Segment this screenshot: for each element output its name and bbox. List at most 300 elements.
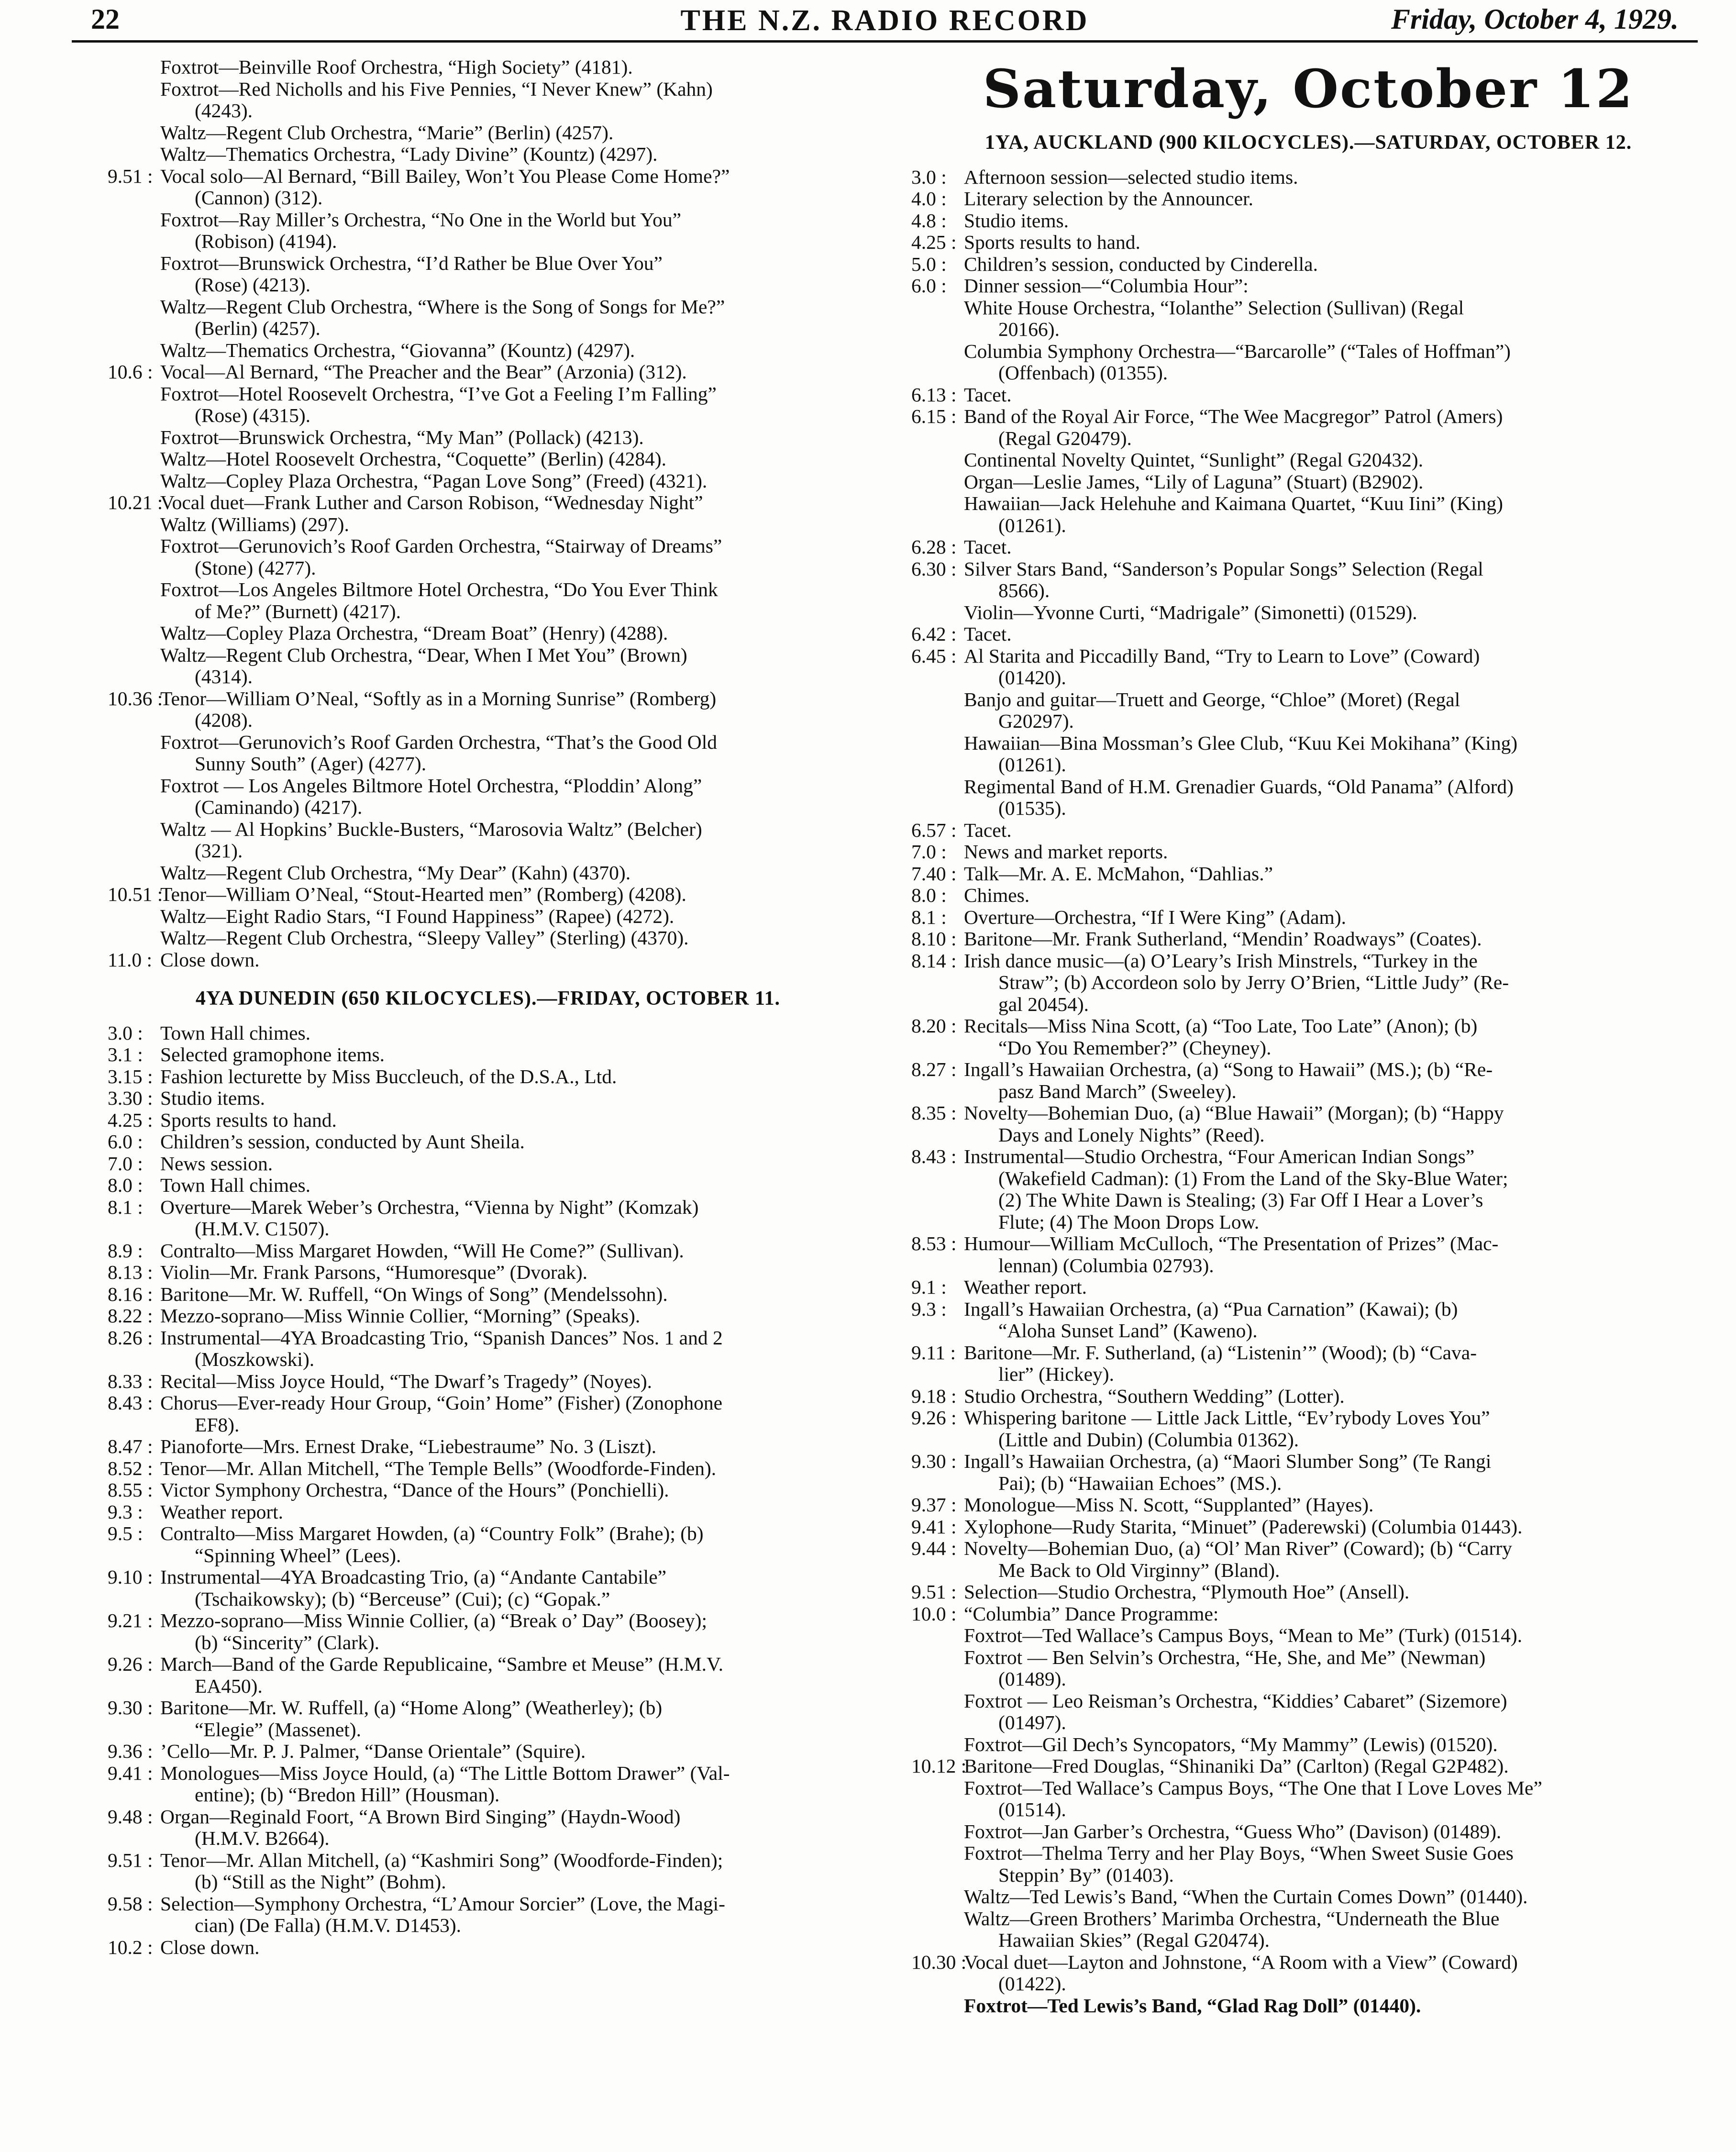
program-line: News and market reports. — [964, 841, 1168, 863]
program-line: Victor Symphony Orchestra, “Dance of the Hours” (Ponchielli). — [160, 1479, 669, 1501]
program-line: Flute; (4) The Moon Drops Low. — [998, 1210, 1260, 1233]
program-entry — [911, 406, 1705, 536]
program-line: (01261). — [998, 514, 1066, 536]
program-entry — [911, 232, 1705, 254]
program-time: 8.55 : — [108, 1479, 153, 1501]
program-time: 6.15 : — [911, 405, 957, 427]
program-line: Chimes. — [964, 884, 1030, 906]
program-line: Foxtrot—Beinville Roof Orchestra, “High Society” (4181). — [160, 56, 633, 78]
program-entry — [911, 536, 1705, 558]
program-line: Selection—Symphony Orchestra, “L’Amour Sorcier” (Love, the Magi- — [160, 1892, 725, 1915]
program-line: Whispering baritone — Little Jack Little, “Ev’rybody Loves You” — [964, 1407, 1490, 1429]
program-line: Foxtrot—Gil Dech’s Syncopators, “My Mammy” (Lewis) (01520). — [964, 1733, 1498, 1755]
program-entry — [911, 885, 1705, 907]
program-entry — [911, 1059, 1705, 1102]
program-line: Chorus—Ever-ready Hour Group, “Goin’ Home” (Fisher) (Zonophone — [160, 1392, 723, 1414]
program-line: Waltz (Williams) (297). — [160, 513, 349, 535]
program-entry — [911, 1146, 1705, 1233]
program-line: Hawaiian—Jack Helehuhe and Kaimana Quartet, “Kuu Iini” (King) — [964, 492, 1503, 514]
program-line: (Caminando) (4217). — [195, 796, 363, 818]
program-time: 9.51 : — [911, 1581, 957, 1603]
program-time: 8.9 : — [108, 1239, 143, 1262]
program-time: 8.43 : — [108, 1392, 153, 1414]
program-line: (01535). — [998, 797, 1066, 819]
program-line: Waltz—Thematics Orchestra, “Giovanna” (Kountz) (4297). — [160, 339, 635, 361]
program-line: Vocal—Al Bernard, “The Preacher and the Bear” (Arzonia) (312). — [160, 361, 687, 383]
1ya-program-items — [911, 166, 1705, 2017]
program-time: 9.1 : — [911, 1276, 947, 1298]
program-line: Foxtrot — Ben Selvin’s Orchestra, “He, She, and Me” (Newman) — [964, 1646, 1486, 1668]
program-line: (01514). — [998, 1798, 1066, 1820]
program-line: Regimental Band of H.M. Grenadier Guards, “Old Panama” (Alford) — [964, 775, 1514, 798]
program-line: Tenor—Mr. Allan Mitchell, (a) “Kashmiri Song” (Woodforde-Finden); — [160, 1849, 723, 1871]
program-entry — [108, 1066, 868, 1088]
program-line: “Spinning Wheel” (Lees). — [195, 1544, 401, 1566]
program-time: 10.30 : — [911, 1951, 967, 1973]
program-line: Foxtrot—Ted Wallace’s Campus Boys, “The One that I Love Loves Me” — [964, 1776, 1542, 1799]
publication-title: THE N.Z. RADIO RECORD — [680, 4, 1089, 37]
program-time: 9.51 : — [108, 1849, 153, 1871]
program-entry — [108, 361, 868, 492]
program-entry — [108, 1501, 868, 1523]
program-time: 8.10 : — [911, 928, 957, 950]
program-line: Tacet. — [964, 383, 1012, 406]
program-time: 3.0 : — [911, 166, 947, 188]
program-line: (01489). — [998, 1668, 1066, 1690]
program-time: 3.0 : — [108, 1021, 143, 1044]
program-line: Silver Stars Band, “Sanderson’s Popular Songs” Selection (Regal — [964, 557, 1483, 580]
program-time: 5.0 : — [911, 253, 947, 275]
program-line: Foxtrot—Jan Garber’s Orchestra, “Guess Who” (Davison) (01489). — [964, 1820, 1502, 1842]
program-entry — [911, 1494, 1705, 1516]
program-entry — [108, 1262, 868, 1284]
program-time: 10.12 : — [911, 1755, 967, 1777]
program-time: 7.0 : — [108, 1152, 143, 1175]
program-line: Instrumental—Studio Orchestra, “Four American Indian Songs” — [964, 1145, 1475, 1167]
program-entry — [108, 1175, 868, 1197]
program-time: 8.53 : — [911, 1232, 957, 1254]
program-line: (01261). — [998, 754, 1066, 776]
program-time: 8.14 : — [911, 949, 957, 972]
program-entry — [911, 1538, 1705, 1581]
program-entry — [911, 1298, 1705, 1342]
program-entry — [108, 1741, 868, 1763]
program-entry — [108, 1479, 868, 1501]
program-line: Waltz—Hotel Roosevelt Orchestra, “Coquette” (Berlin) (4284). — [160, 448, 667, 470]
program-line: Dinner session—“Columbia Hour”: — [964, 275, 1249, 297]
program-time: 8.52 : — [108, 1457, 153, 1479]
program-entry — [911, 1451, 1705, 1494]
program-time: 10.36 : — [108, 687, 163, 710]
program-entry — [911, 1386, 1705, 1408]
program-time: 9.18 : — [911, 1385, 957, 1407]
4ya-program-items — [108, 1022, 868, 1959]
program-line: EA450). — [195, 1675, 263, 1697]
program-entry — [108, 492, 868, 688]
program-time: 9.30 : — [108, 1697, 153, 1719]
program-time: 3.30 : — [108, 1087, 153, 1109]
program-time: 3.15 : — [108, 1065, 153, 1087]
program-line: ’Cello—Mr. P. J. Palmer, “Danse Orientale” (Squire). — [160, 1740, 586, 1762]
program-line: (01497). — [998, 1711, 1066, 1733]
program-time: 8.35 : — [911, 1102, 957, 1124]
program-line: Studio Orchestra, “Southern Wedding” (Lotter). — [964, 1385, 1345, 1407]
program-time: 10.0 : — [911, 1602, 957, 1625]
program-line: (01422). — [998, 1973, 1066, 1995]
program-entry — [911, 1516, 1705, 1538]
program-entry — [108, 1087, 868, 1109]
program-line: Foxtrot—Brunswick Orchestra, “My Man” (Pollack) (4213). — [160, 426, 644, 448]
program-line: Vocal solo—Al Bernard, “Bill Bailey, Won’t You Please Come Home?” — [160, 165, 730, 187]
program-entry — [108, 1850, 868, 1893]
program-time: 8.0 : — [108, 1174, 143, 1196]
program-time: 4.25 : — [911, 231, 957, 253]
program-time: 9.48 : — [108, 1805, 153, 1828]
program-line: Waltz — Al Hopkins’ Buckle-Busters, “Marosovia Waltz” (Belcher) — [160, 818, 702, 840]
program-line: “Columbia” Dance Programme: — [964, 1602, 1219, 1625]
program-line: Overture—Orchestra, “If I Were King” (Adam). — [964, 906, 1347, 928]
program-time: 9.36 : — [108, 1740, 153, 1762]
program-time: 8.16 : — [108, 1283, 153, 1305]
program-entry — [911, 188, 1705, 210]
program-line: (Robison) (4194). — [195, 230, 337, 252]
page-header — [72, 0, 1698, 37]
program-time: 9.37 : — [911, 1494, 957, 1516]
program-time: 9.51 : — [108, 165, 153, 187]
station-heading-4ya: 4YA DUNEDIN (650 KILOCYCLES).—FRIDAY, OCTOBER 11. — [195, 987, 781, 1009]
day-heading: Saturday, October 12 — [983, 58, 1634, 120]
program-line: Sports results to hand. — [160, 1109, 337, 1131]
program-entry — [108, 1327, 868, 1371]
program-time: 8.47 : — [108, 1435, 153, 1457]
program-line: (2) The White Dawn is Stealing; (3) Far Off I Hear a Lover’s — [998, 1189, 1483, 1211]
program-entry — [911, 928, 1705, 950]
program-line: Irish dance music—(a) O’Leary’s Irish Minstrels, “Turkey in the — [964, 949, 1478, 972]
program-line: Waltz—Ted Lewis’s Band, “When the Curtain Comes Down” (01440). — [964, 1886, 1528, 1908]
program-line: Children’s session, conducted by Cinderella. — [964, 253, 1318, 275]
program-time: 6.13 : — [911, 383, 957, 406]
program-line: 20166). — [998, 318, 1060, 340]
program-line: (Berlin) (4257). — [195, 317, 321, 339]
program-line: “Aloha Sunset Land” (Kaweno). — [998, 1320, 1258, 1342]
program-line: Sunny South” (Ager) (4277). — [195, 753, 427, 775]
program-entry — [108, 1893, 868, 1937]
program-line: Violin—Yvonne Curti, “Madrigale” (Simonetti) (01529). — [964, 601, 1417, 623]
program-time: 9.26 : — [911, 1407, 957, 1429]
program-line: Foxtrot—Brunswick Orchestra, “I’d Rather be Blue Over You” — [160, 252, 663, 274]
program-line: Novelty—Bohemian Duo, (a) “Ol’ Man River” (Coward); (b) “Carry — [964, 1537, 1512, 1559]
program-line: White House Orchestra, “Iolanthe” Selection (Sullivan) (Regal — [964, 296, 1464, 319]
program-time: 8.26 : — [108, 1326, 153, 1349]
program-time: 8.1 : — [108, 1196, 143, 1218]
program-line: (Rose) (4213). — [195, 274, 311, 296]
program-entry — [108, 1109, 868, 1131]
program-line: Recital—Miss Joyce Hould, “The Dwarf’s Tragedy” (Noyes). — [160, 1370, 652, 1392]
program-line: Waltz—Eight Radio Stars, “I Found Happiness” (Rapee) (4272). — [160, 905, 674, 927]
program-time: 9.41 : — [911, 1515, 957, 1538]
program-entry — [108, 1284, 868, 1306]
program-line: Baritone—Fred Douglas, “Shinaniki Da” (Carlton) (Regal G2P482). — [964, 1755, 1509, 1777]
program-line: Fashion lecturette by Miss Buccleuch, of the D.S.A., Ltd. — [160, 1065, 617, 1087]
program-line: “Elegie” (Massenet). — [195, 1718, 361, 1741]
program-line: Foxtrot — Los Angeles Biltmore Hotel Orchestra, “Ploddin’ Along” — [160, 774, 702, 797]
program-entry — [911, 1407, 1705, 1451]
program-entry — [108, 1131, 868, 1153]
friday-late-items — [108, 166, 868, 971]
program-line: Banjo and guitar—Truett and George, “Chloe” (Moret) (Regal — [964, 688, 1460, 710]
program-line: Monologue—Miss N. Scott, “Supplanted” (Hayes). — [964, 1494, 1374, 1516]
program-line: Vocal duet—Frank Luther and Carson Robison, “Wednesday Night” — [160, 491, 703, 513]
program-time: 9.44 : — [911, 1537, 957, 1559]
program-line: Novelty—Bohemian Duo, (a) “Blue Hawaii” (Morgan); (b) “Happy — [964, 1102, 1504, 1124]
program-time: 10.21 : — [108, 491, 163, 513]
program-line: (4314). — [195, 666, 253, 688]
left-column — [108, 56, 868, 1958]
program-entry — [108, 1153, 868, 1175]
program-entry — [108, 1392, 868, 1436]
program-line: Foxtrot—Red Nicholls and his Five Pennies, “I Never Knew” (Kahn) — [160, 78, 713, 100]
page-number: 22 — [91, 3, 120, 35]
program-time: 9.3 : — [911, 1298, 947, 1320]
program-line: Straw”; (b) Accordeon solo by Jerry O’Brien, “Little Judy” (Re- — [998, 971, 1509, 993]
program-line: Foxtrot—Gerunovich’s Roof Garden Orchestra, “That’s the Good Old — [160, 731, 718, 753]
program-entry — [911, 1276, 1705, 1298]
program-time: 6.0 : — [911, 275, 947, 297]
program-entry — [108, 1197, 868, 1240]
program-entry — [108, 1937, 868, 1959]
program-line: Foxtrot—Hotel Roosevelt Orchestra, “I’ve Got a Feeling I’m Falling” — [160, 382, 717, 405]
program-line: (b) “Sincerity” (Clark). — [195, 1631, 380, 1653]
program-line: Close down. — [160, 948, 260, 971]
program-line: Waltz—Regent Club Orchestra, “Marie” (Berlin) (4257). — [160, 121, 614, 144]
program-line: Selection—Studio Orchestra, “Plymouth Hoe” (Ansell). — [964, 1581, 1410, 1603]
program-entry — [108, 1763, 868, 1806]
program-line: EF8). — [195, 1413, 240, 1436]
program-entry — [911, 841, 1705, 863]
program-time: 8.33 : — [108, 1370, 153, 1392]
program-entry — [108, 1697, 868, 1741]
program-entry — [108, 1044, 868, 1066]
program-line: Monologues—Miss Joyce Hould, (a) “The Little Bottom Drawer” (Val- — [160, 1762, 730, 1784]
program-time: 6.30 : — [911, 557, 957, 580]
program-line: Foxtrot—Ted Lewis’s Band, “Glad Rag Doll” (01440). — [964, 1994, 1421, 2017]
program-line: Pai); (b) “Hawaiian Echoes” (MS.). — [998, 1472, 1282, 1494]
program-time: 6.28 : — [911, 536, 957, 558]
program-line: Hawaiian Skies” (Regal G20474). — [998, 1929, 1270, 1951]
program-line: Literary selection by the Announcer. — [964, 188, 1254, 210]
intro-block — [108, 56, 868, 166]
program-time: 8.13 : — [108, 1261, 153, 1283]
program-line: Continental Novelty Quintet, “Sunlight” (Regal G20432). — [964, 449, 1424, 471]
program-entry — [911, 1603, 1705, 1756]
program-entry — [911, 1102, 1705, 1146]
program-line: (321). — [195, 840, 243, 862]
program-time: 7.40 : — [911, 862, 957, 885]
program-line: Foxtrot—Ray Miller’s Orchestra, “No One in the World but You” — [160, 208, 681, 231]
program-line: Pianoforte—Mrs. Ernest Drake, “Liebestraume” No. 3 (Liszt). — [160, 1435, 657, 1457]
program-line: Days and Lonely Nights” (Reed). — [998, 1123, 1265, 1146]
program-line: Ingall’s Hawaiian Orchestra, (a) “Song to Hawaii” (MS.); (b) “Re- — [964, 1058, 1493, 1080]
program-line: Instrumental—4YA Broadcasting Trio, “Spanish Dances” Nos. 1 and 2 — [160, 1326, 723, 1349]
program-line: Waltz—Regent Club Orchestra, “Dear, When I Met You” (Brown) — [160, 643, 687, 666]
program-line: Foxtrot — Leo Reisman’s Orchestra, “Kiddies’ Cabaret” (Sizemore) — [964, 1689, 1507, 1712]
program-line: Baritone—Mr. W. Ruffell, “On Wings of Song” (Mendelssohn). — [160, 1283, 668, 1305]
program-time: 9.10 : — [108, 1566, 153, 1588]
program-line: Tenor—Mr. Allan Mitchell, “The Temple Bells” (Woodforde-Finden). — [160, 1457, 717, 1479]
program-line: Vocal duet—Layton and Johnstone, “A Room with a View” (Coward) — [964, 1951, 1518, 1973]
program-time: 9.21 : — [108, 1609, 153, 1631]
program-time: 6.0 : — [108, 1131, 143, 1153]
program-line: Waltz—Copley Plaza Orchestra, “Pagan Love Song” (Freed) (4321). — [160, 469, 708, 492]
program-entry — [911, 558, 1705, 624]
program-entry — [108, 1523, 868, 1566]
program-line: Baritone—Mr. Frank Sutherland, “Mendin’ Roadways” (Coates). — [964, 928, 1482, 950]
program-entry — [108, 1610, 868, 1653]
program-line: G20297). — [998, 710, 1074, 732]
program-line: entine); (b) “Bredon Hill” (Housman). — [195, 1784, 500, 1806]
issue-date: Friday, October 4, 1929. — [1391, 3, 1679, 35]
program-entry — [911, 254, 1705, 276]
program-line: Studio items. — [964, 209, 1069, 232]
program-line: Town Hall chimes. — [160, 1174, 311, 1196]
program-line: Band of the Royal Air Force, “The Wee Macgregor” Patrol (Amers) — [964, 405, 1503, 427]
program-line: (Regal G20479). — [998, 427, 1132, 449]
right-column — [911, 56, 1705, 2017]
program-line: Tacet. — [964, 623, 1012, 645]
program-line: Waltz—Green Brothers’ Marimba Orchestra, “Underneath the Blue — [964, 1907, 1500, 1930]
program-line: Children’s session, conducted by Aunt Sheila. — [160, 1131, 525, 1153]
program-line: Foxtrot—Thelma Terry and her Play Boys, “When Sweet Susie Goes — [964, 1842, 1514, 1864]
program-entry — [108, 1436, 868, 1458]
program-line: Ingall’s Hawaiian Orchestra, (a) “Maori Slumber Song” (Te Rangi — [964, 1450, 1492, 1472]
program-line: “Do You Remember?” (Cheyney). — [998, 1036, 1272, 1059]
program-time: 9.5 : — [108, 1522, 143, 1544]
program-entry — [108, 1240, 868, 1262]
program-line: Town Hall chimes. — [160, 1021, 311, 1044]
program-line: Al Starita and Piccadilly Band, “Try to Learn to Love” (Coward) — [964, 644, 1480, 667]
program-line: (b) “Still as the Night” (Bohm). — [195, 1871, 446, 1893]
program-line: Ingall’s Hawaiian Orchestra, (a) “Pua Carnation” (Kawai); (b) — [964, 1298, 1458, 1320]
program-line: Organ—Reginald Foort, “A Brown Bird Singing” (Haydn-Wood) — [160, 1805, 681, 1828]
program-entry — [911, 384, 1705, 406]
program-time: 9.11 : — [911, 1341, 956, 1364]
program-line: Instrumental—4YA Broadcasting Trio, (a) “Andante Cantabile” — [160, 1566, 667, 1588]
program-line: (H.M.V. C1507). — [195, 1218, 330, 1240]
program-time: 3.1 : — [108, 1043, 143, 1065]
program-time: 4.8 : — [911, 209, 947, 232]
program-line: Studio items. — [160, 1087, 265, 1109]
program-line: Columbia Symphony Orchestra—“Barcarolle” (“Tales of Hoffman”) — [964, 340, 1511, 362]
program-line: Hawaiian—Bina Mossman’s Glee Club, “Kuu Kei Mokihana” (King) — [964, 732, 1518, 754]
program-entry — [108, 688, 868, 884]
program-line: Waltz—Regent Club Orchestra, “Sleepy Valley” (Sterling) (4370). — [160, 927, 689, 949]
program-line: 8566). — [998, 579, 1050, 601]
program-time: 10.51 : — [108, 883, 163, 905]
program-time: 8.0 : — [911, 884, 947, 906]
program-line: Violin—Mr. Frank Parsons, “Humoresque” (Dvorak). — [160, 1261, 588, 1283]
program-line: Baritone—Mr. F. Sutherland, (a) “Listenin’” (Wood); (b) “Cava- — [964, 1341, 1477, 1364]
program-time: 9.58 : — [108, 1892, 153, 1915]
program-entry — [911, 623, 1705, 645]
program-entry — [911, 1952, 1705, 2017]
program-line: (4243). — [195, 100, 253, 122]
program-line: Waltz—Regent Club Orchestra, “My Dear” (Kahn) (4370). — [160, 861, 631, 884]
program-line: lennan) (Columbia 02793). — [998, 1254, 1214, 1276]
program-time: 8.1 : — [911, 906, 947, 928]
program-line: (Tschaikowsky); (b) “Berceuse” (Cui); (c) “Gopak.” — [195, 1587, 610, 1610]
program-line: Waltz—Regent Club Orchestra, “Where is the Song of Songs for Me?” — [160, 295, 725, 318]
program-line: News session. — [160, 1152, 273, 1175]
program-entry — [108, 166, 868, 362]
program-line: (Little and Dubin) (Columbia 01362). — [998, 1428, 1299, 1451]
program-line: Close down. — [160, 1936, 260, 1958]
program-time: 7.0 : — [911, 841, 947, 863]
program-line: Sports results to hand. — [964, 231, 1140, 253]
program-line: Recitals—Miss Nina Scott, (a) “Too Late, Too Late” (Anon); (b) — [964, 1015, 1478, 1037]
program-entry — [911, 863, 1705, 885]
program-time: 9.26 : — [108, 1653, 153, 1675]
program-line: Baritone—Mr. W. Ruffell, (a) “Home Along” (Weatherley); (b) — [160, 1697, 663, 1719]
program-entry — [911, 1342, 1705, 1386]
program-time: 6.57 : — [911, 819, 957, 841]
program-line: March—Band of the Garde Republicaine, “Sambre et Meuse” (H.M.V. — [160, 1653, 724, 1675]
program-line: Foxtrot—Los Angeles Biltmore Hotel Orchestra, “Do You Ever Think — [160, 578, 718, 600]
program-entry — [911, 166, 1705, 189]
program-line: Tenor—William O’Neal, “Softly as in a Morning Sunrise” (Romberg) — [160, 687, 717, 710]
program-time: 9.30 : — [911, 1450, 957, 1472]
program-entry — [108, 884, 868, 949]
program-line: Tacet. — [964, 536, 1012, 558]
program-time: 9.3 : — [108, 1500, 143, 1523]
program-entry — [911, 1233, 1705, 1276]
program-time: 4.0 : — [911, 188, 947, 210]
program-line: Weather report. — [160, 1500, 284, 1523]
program-line: Overture—Marek Weber’s Orchestra, “Vienna by Night” (Komzak) — [160, 1196, 699, 1218]
program-line: (01420). — [998, 666, 1066, 688]
program-line: Selected gramophone items. — [160, 1043, 385, 1065]
program-line: Xylophone—Rudy Starita, “Minuet” (Paderewski) (Columbia 01443). — [964, 1515, 1523, 1538]
program-entry — [108, 1566, 868, 1610]
header-rule — [72, 40, 1698, 43]
program-line: Weather report. — [964, 1276, 1087, 1298]
program-time: 8.43 : — [911, 1145, 957, 1167]
program-entry — [108, 949, 868, 971]
program-entry — [911, 210, 1705, 232]
program-line: pasz Band March” (Sweeley). — [998, 1080, 1237, 1102]
program-line: cian) (De Falla) (H.M.V. D1453). — [195, 1914, 462, 1936]
program-time: 6.45 : — [911, 644, 957, 667]
program-line: lier” (Hickey). — [998, 1363, 1114, 1385]
program-line: Organ—Leslie James, “Lily of Laguna” (Stuart) (B2902). — [964, 470, 1424, 493]
program-entry — [108, 1806, 868, 1850]
program-line: Waltz—Copley Plaza Orchestra, “Dream Boat” (Henry) (4288). — [160, 622, 668, 644]
program-line: (Wakefield Cadman): (1) From the Land of the Sky-Blue Water; — [998, 1167, 1508, 1189]
program-line: (Cannon) (312). — [195, 187, 323, 209]
program-line: Me Back to Old Virginny” (Bland). — [998, 1559, 1280, 1581]
program-line: Mezzo-soprano—Miss Winnie Collier, (a) “Break o’ Day” (Boosey); — [160, 1609, 707, 1631]
program-time: 8.22 : — [108, 1305, 153, 1327]
program-line: (Rose) (4315). — [195, 404, 311, 426]
program-entry — [108, 1458, 868, 1480]
program-line: (Stone) (4277). — [195, 556, 316, 579]
program-time: 4.25 : — [108, 1109, 153, 1131]
program-line: (4208). — [195, 709, 253, 731]
program-line: Afternoon session—selected studio items. — [964, 166, 1298, 188]
program-line: Mezzo-soprano—Miss Winnie Collier, “Morning” (Speaks). — [160, 1305, 641, 1327]
program-line: (H.M.V. B2664). — [195, 1827, 330, 1849]
program-time: 6.42 : — [911, 623, 957, 645]
program-line: Talk—Mr. A. E. McMahon, “Dahlias.” — [964, 862, 1273, 885]
